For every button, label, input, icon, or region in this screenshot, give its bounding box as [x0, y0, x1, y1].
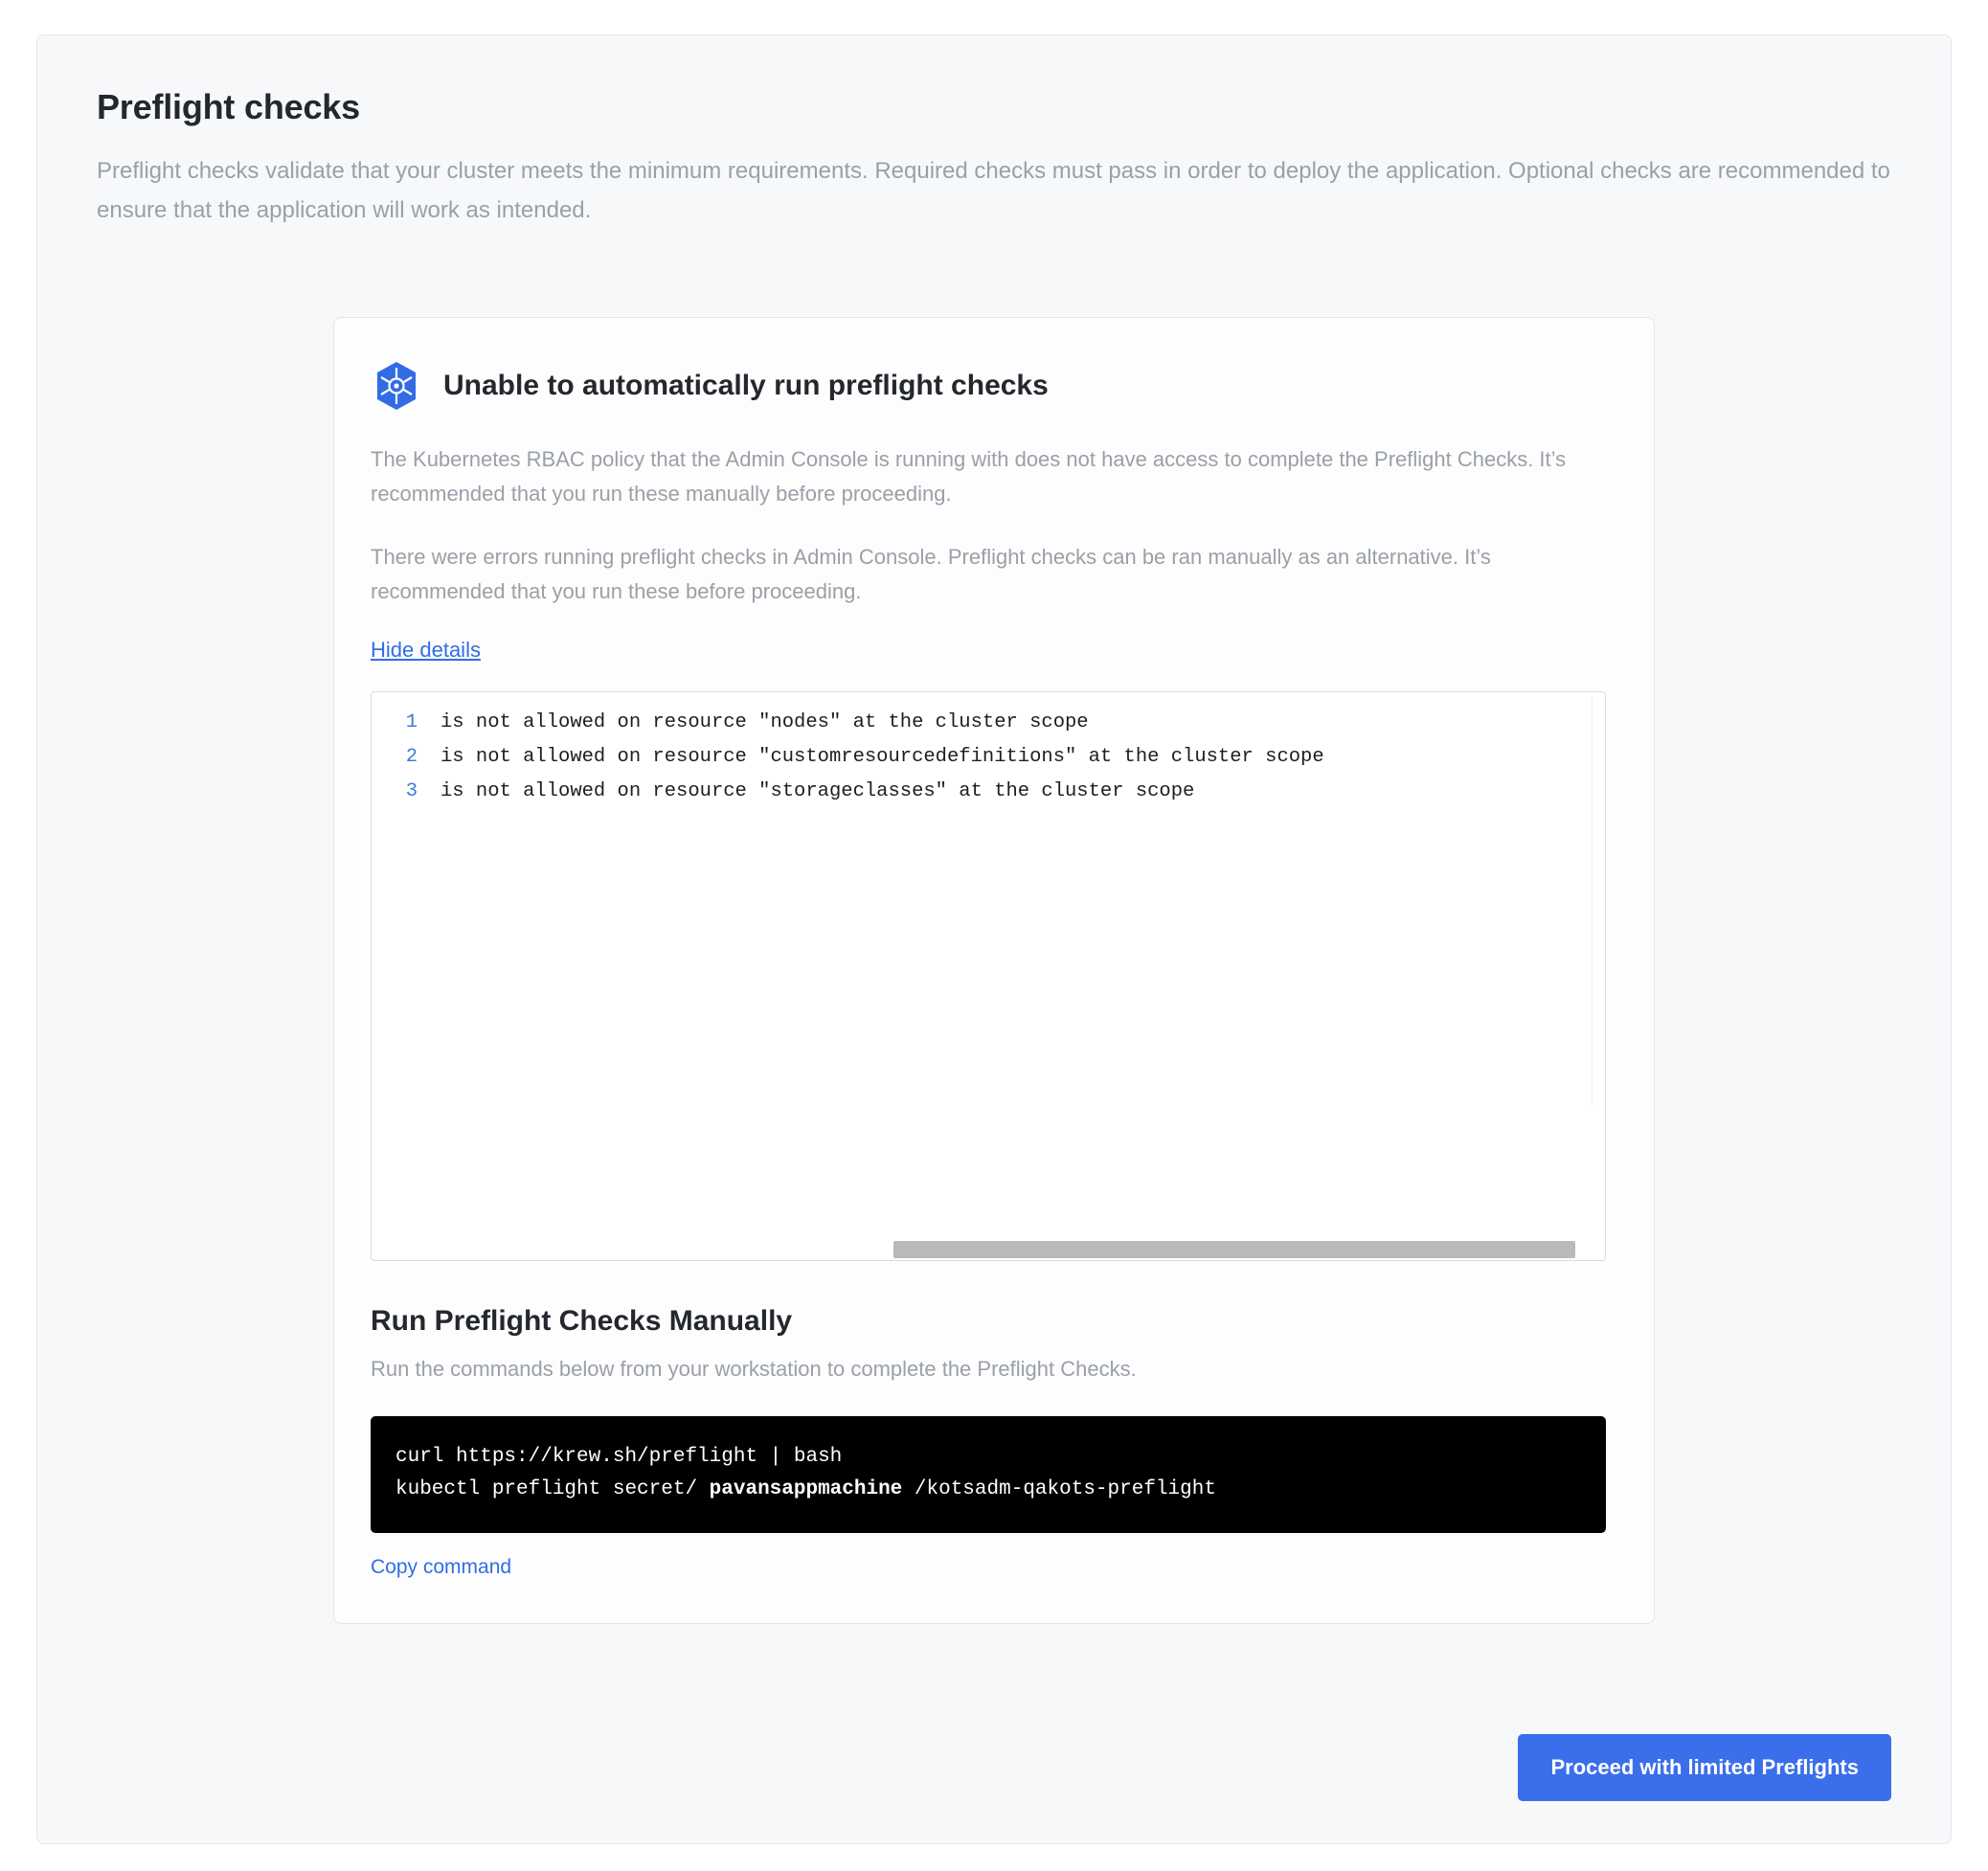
- copy-command-link[interactable]: Copy command: [371, 1555, 512, 1578]
- line-content: is not allowed on resource "storageclasses" at the cluster scope: [441, 779, 1195, 802]
- line-content: is not allowed on resource "nodes" at the cluster scope: [441, 710, 1089, 733]
- command-highlight: pavansappmachine: [709, 1477, 903, 1500]
- card-header: [371, 360, 1617, 412]
- line-number: 1: [405, 710, 418, 733]
- proceed-with-limited-preflights-button[interactable]: Proceed with limited Preflights: [1518, 1734, 1891, 1801]
- hide-details-link[interactable]: Hide details: [371, 637, 481, 662]
- horizontal-scrollbar[interactable]: [372, 1241, 1605, 1258]
- line-content: is not allowed on resource "customresourcedefinitions" at the cluster scope: [441, 745, 1324, 768]
- horizontal-scrollbar-thumb[interactable]: [893, 1241, 1575, 1258]
- command-block: [371, 1416, 1606, 1533]
- error-log-lines: [372, 692, 1605, 809]
- command-line-2: [395, 1474, 1581, 1506]
- command-line-1: curl https://krew.sh/preflight | bash: [395, 1445, 843, 1468]
- command-prefix: kubectl preflight secret/: [395, 1477, 710, 1500]
- card-title: Unable to automatically run preflight checks: [443, 369, 1049, 401]
- error-log-row: [372, 775, 1605, 809]
- card-paragraph-1: The Kubernetes RBAC policy that the Admin Console is running with does not have access to complete the Preflight Checks. It’s recommended that you run these manually before proceeding.: [371, 446, 1567, 506]
- manual-section-description: Run the commands below from your workstation to complete the Preflight Checks.: [371, 1356, 1137, 1381]
- page-description: Preflight checks validate that your cluster meets the minimum requirements. Required checks must pass in order to deploy the application. Optional checks are recommended to ensure that the application will work as intended.: [97, 158, 1890, 223]
- line-number: 3: [405, 779, 418, 802]
- vertical-scrollbar-thumb[interactable]: [1592, 694, 1603, 1106]
- preflight-error-card: [333, 317, 1655, 1624]
- kubernetes-helm-icon: [371, 360, 422, 412]
- error-log-row: [372, 706, 1605, 740]
- card-paragraph-2: There were errors running preflight checks in Admin Console. Preflight checks can be ran manually as an alternative. It’s recommended that you run these before proceeding.: [371, 544, 1491, 603]
- error-log-row: [372, 740, 1605, 775]
- line-number: 2: [405, 745, 418, 768]
- vertical-scrollbar[interactable]: [1592, 694, 1603, 1261]
- footer-actions: [1518, 1734, 1891, 1801]
- page-title: Preflight checks: [97, 87, 360, 126]
- manual-section-title: Run Preflight Checks Manually: [371, 1304, 793, 1337]
- command-suffix: /kotsadm-qakots-preflight: [902, 1477, 1216, 1500]
- preflight-panel: [36, 34, 1952, 1844]
- error-log-viewer[interactable]: [371, 691, 1606, 1261]
